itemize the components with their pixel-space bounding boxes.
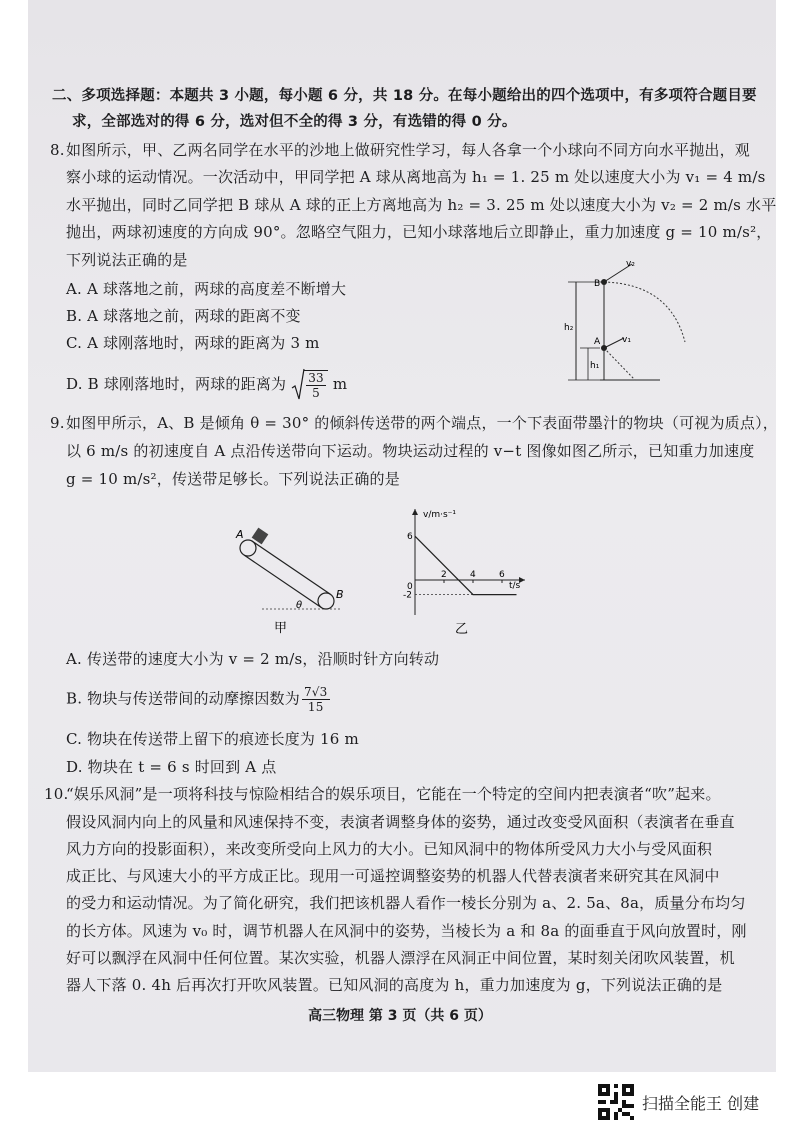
- page-footer: 高三物理 第 3 页（共 6 页）: [308, 1008, 492, 1024]
- q9-figure-jia: [222, 520, 352, 640]
- x-tick-6: 6: [499, 570, 505, 580]
- y-tick-6: 6: [407, 532, 413, 543]
- q10-text-line5: 的受力和运动情况。为了简化研究，我们把该机器人看作一棱长分别为 a、2. 5a、8a，质量分布均匀: [66, 894, 746, 912]
- jia-label-b: B: [336, 588, 344, 601]
- scanner-text: 扫描全能王 创建: [642, 1093, 760, 1113]
- yi-origin: 0: [407, 582, 413, 592]
- q9-text-line2: 以 6 m/s 的初速度自 A 点沿传送带向下运动。物块运动过程的 v−t 图像如图乙所示，已知重力加速度: [66, 442, 755, 460]
- yi-xlabel: t/s: [509, 581, 521, 591]
- q9-number: 9.: [50, 414, 65, 432]
- q8-figure: [560, 252, 730, 387]
- label-a: A: [594, 337, 601, 347]
- q10-text-line3: 风力方向的投影面积），来改变所受向上风力的大小。已知风洞中的物体所受风力大小与受风面积: [66, 840, 713, 858]
- jia-label-a: A: [236, 528, 244, 541]
- q10-text-line2: 假设风洞内向上的风量和风速保持不变，表演者调整身体的姿势，通过改变受风面积（表演者在垂直: [66, 813, 735, 831]
- q8-option-d-unit: m: [332, 375, 348, 393]
- ball-b: [601, 279, 607, 285]
- q10-text-line6: 的长方体。风速为 v₀ 时，调节机器人在风洞中的姿势，当棱长为 a 和 8a 的面垂直于风向放置时，刚: [66, 922, 747, 940]
- section-heading-line2: 求，全部选对的得 6 分，选对但不全的得 3 分，有选错的得 0 分。: [72, 114, 517, 130]
- series-v: [415, 536, 517, 594]
- q9-option-b-numerator: 7√3: [303, 685, 328, 699]
- jia-caption: 甲: [274, 621, 288, 636]
- y-tick--2: -2: [403, 590, 412, 601]
- ball-a: [601, 345, 607, 351]
- q8-number: 8.: [50, 141, 65, 159]
- jia-label-theta: θ: [296, 600, 303, 611]
- q10-text-line7: 好可以飘浮在风洞中任何位置。某次实验，机器人漂浮在风洞正中间位置，某时刻关闭吹风装置，机: [66, 949, 735, 967]
- q10-number: 10.: [44, 785, 69, 803]
- q9-option-d: D. 物块在 t = 6 s 时回到 A 点: [66, 758, 277, 776]
- q9-option-b: [66, 685, 332, 714]
- q9-text-line3: g = 10 m/s²，传送带足够长。下列说法正确的是: [66, 470, 400, 488]
- q10-text-line1: “娱乐风洞”是一项将科技与惊险相结合的娱乐项目，它能在一个特定的空间内把表演者“吹”起来。: [66, 785, 721, 803]
- q8-text-line3: 水平抛出，同时乙同学把 B 球从 A 球的正上方离地高为 h₂ = 3. 25 m 处以速度大小为 v₂ = 2 m/s 水平: [66, 196, 777, 214]
- q9-option-c: C. 物块在传送带上留下的痕迹长度为 16 m: [66, 730, 359, 748]
- scanner-watermark: [598, 1082, 759, 1122]
- q8-option-d-sqrt: [291, 368, 328, 402]
- q8-option-b: B. A 球落地之前，两球的距离不变: [66, 307, 301, 325]
- q8-text-line2: 察小球的运动情况。一次活动中，甲同学把 A 球从离地高为 h₁ = 1. 25 m 处以速度大小为 v₁ = 4 m/s: [66, 168, 766, 186]
- q8-text-line5: 下列说法正确的是: [66, 251, 188, 269]
- yi-caption: 乙: [455, 622, 469, 637]
- q9-text-line1: 如图甲所示，A、B 是倾角 θ = 30° 的倾斜传送带的两个端点，一个下表面带墨汁的物块（可视为质点），: [66, 414, 778, 432]
- x-tick-2: 2: [441, 570, 447, 580]
- label-h1: h₁: [590, 361, 600, 371]
- q8-text-line1: 如图所示，甲、乙两名同学在水平的沙地上做研究性学习，每人各拿一个小球向不同方向水平抛出，观: [66, 141, 751, 159]
- qr-code-icon: [598, 1084, 634, 1120]
- q10-text-line8: 器人下落 0. 4h 后再次打开吹风装置。已知风洞的高度为 h，重力加速度为 g，下列说法正确的是: [66, 976, 723, 994]
- q9-option-b-text: B. 物块与传送带间的动摩擦因数为: [66, 689, 300, 708]
- q8-option-d: [66, 368, 347, 402]
- q8-option-d-numerator: 33: [308, 371, 324, 385]
- yi-ylabel: v/m·s⁻¹: [423, 510, 457, 520]
- label-h2: h₂: [564, 323, 574, 333]
- q8-option-d-text: D. B 球刚落地时，两球的距离为: [66, 375, 287, 393]
- q8-option-a: A. A 球落地之前，两球的高度差不断增大: [66, 280, 347, 298]
- q9-option-b-denominator: 15: [307, 700, 324, 714]
- q9-figure-yi: [395, 505, 535, 640]
- section-heading-line1: 二、多项选择题：本题共 3 小题，每小题 6 分，共 18 分。在每小题给出的四个选项中，有多项符合题目要: [52, 88, 757, 104]
- x-tick-4: 4: [470, 570, 476, 580]
- q8-option-c: C. A 球刚落地时，两球的距离为 3 m: [66, 334, 320, 352]
- q9-option-a: A. 传送带的速度大小为 v = 2 m/s，沿顺时针方向转动: [66, 650, 440, 668]
- q10-text-line4: 成正比、与风速大小的平方成正比。现用一可遥控调整姿势的机器人代替表演者来研究其在风洞中: [66, 867, 720, 885]
- q8-text-line4: 抛出，两球初速度的方向成 90°。忽略空气阻力，已知小球落地后立即静止，重力加速度 g = 10 m/s²，: [66, 223, 772, 241]
- q8-option-d-denominator: 5: [312, 386, 320, 400]
- label-v2: v₂: [626, 259, 635, 269]
- label-b: B: [594, 279, 601, 289]
- label-v1: v₁: [622, 335, 631, 345]
